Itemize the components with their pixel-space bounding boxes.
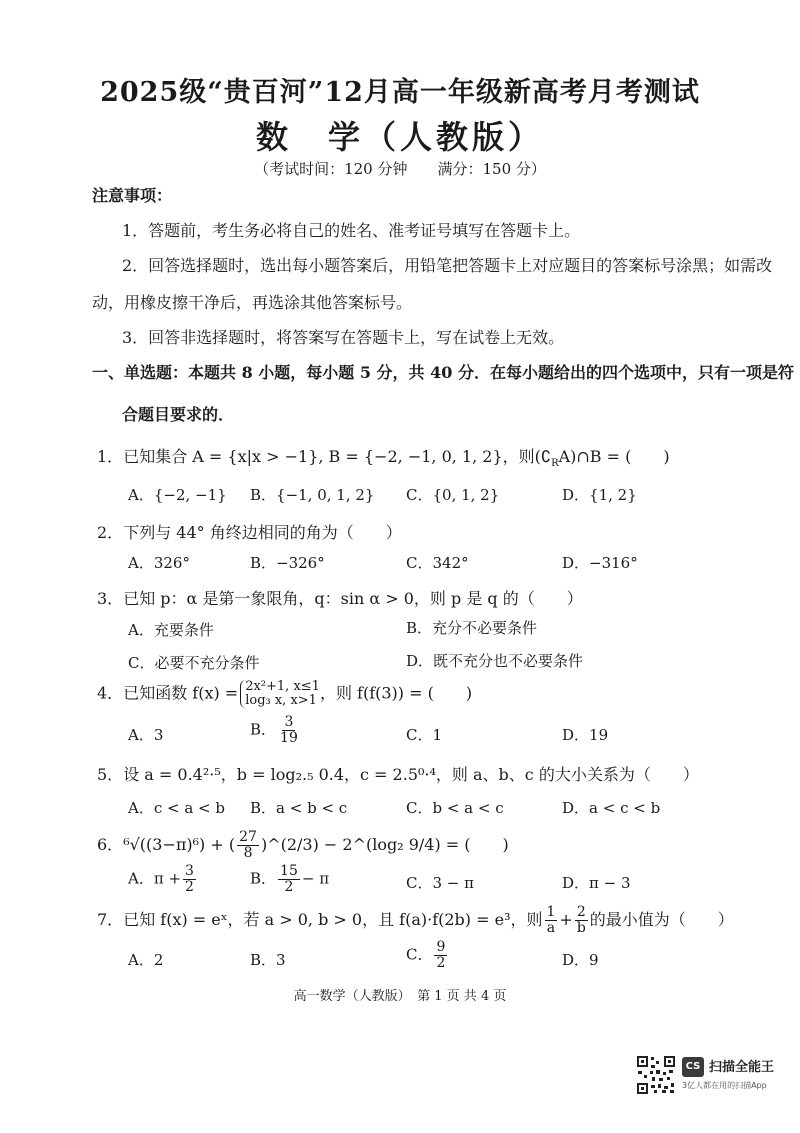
- scanner-logo-icon: CS: [682, 1057, 704, 1077]
- q7-option-a: A．2: [128, 951, 164, 969]
- denominator: 2: [284, 879, 294, 895]
- numerator: 2: [576, 904, 586, 920]
- option-label: B．: [250, 869, 277, 888]
- fraction-1-over-a: [545, 905, 558, 936]
- option-label: C．: [406, 945, 433, 964]
- question-stem: 已知函数 f(x) =: [123, 683, 239, 703]
- complement-subscript: R: [551, 458, 559, 470]
- fraction: [183, 864, 196, 895]
- exam-info: （考试时间：120 分钟 满分：150 分）: [254, 160, 546, 178]
- q6-option-b: [250, 864, 329, 895]
- question-6: [97, 830, 509, 861]
- section1-heading: 一、单选题：本题共 8 小题，每小题 5 分，共 40 分．在每小题给出的四个选项中，只有一项是符: [92, 363, 794, 382]
- numerator: 3: [284, 714, 294, 730]
- question-1: [97, 444, 670, 469]
- q7-option-b: B．3: [250, 951, 286, 969]
- q5-option-c: C．b < a < c: [406, 799, 504, 817]
- exam-title: 2025级“贵百河”12月高一年级新高考月考测试: [100, 77, 700, 108]
- q1-option-a: A．{−2, −1}: [128, 486, 227, 504]
- denominator: 2: [436, 955, 446, 971]
- fraction: [278, 864, 300, 895]
- fraction: [237, 830, 259, 861]
- question-stem-tail: ，则 f(f(3)) = ( ): [319, 683, 473, 703]
- notice-item-2-cont: 动，用橡皮擦干净后，再选涂其他答案标号。: [92, 293, 413, 312]
- question-number: 4．: [97, 683, 124, 703]
- q2-option-c: C．342°: [406, 554, 469, 572]
- q5-option-d: D．a < c < b: [562, 799, 661, 817]
- q6-option-a: [128, 864, 198, 895]
- question-number: 2．: [97, 523, 124, 542]
- question-number: 3．: [97, 589, 124, 608]
- question-stem: 设 a = 0.4²·⁵，b = log₂.₅ 0.4，c = 2.5⁰·⁴，则 a、b、c 的大小关系为（ ）: [123, 765, 699, 784]
- q1-option-b: B．{−1, 0, 1, 2}: [250, 486, 375, 504]
- piecewise-function: [240, 680, 320, 708]
- q6-option-d: D．π − 3: [562, 874, 631, 892]
- denominator: 8: [243, 845, 253, 861]
- q1-option-d: D．{1, 2}: [562, 486, 637, 504]
- qr-code-icon: [636, 1055, 676, 1095]
- q7-option-d: D．9: [562, 951, 599, 969]
- question-number: 5．: [97, 765, 124, 784]
- question-stem: 已知集合 A = {x|x > −1}, B = {−2, −1, 0, 1, 2}，则(∁: [123, 447, 552, 466]
- q5-option-a: A．c < a < b: [128, 799, 225, 817]
- fraction: [278, 715, 300, 746]
- q7-option-c: [406, 940, 449, 971]
- notice-item-3: 3．回答非选择题时，将答案写在答题卡上，写在试卷上无效。: [122, 328, 565, 347]
- page-footer: 高一数学（人教版） 第 1 页 共 4 页: [293, 989, 507, 1004]
- fraction: [434, 940, 447, 971]
- q4-option-d: D．19: [562, 726, 609, 744]
- q3-option-a: A．充要条件: [128, 621, 214, 639]
- q2-option-b: B．−326°: [250, 554, 325, 572]
- piecewise-case-2: log₃ x, x>1: [245, 693, 317, 708]
- question-number: 1．: [97, 447, 124, 466]
- question-stem-tail: A)∩B = ( ): [558, 447, 670, 466]
- q6-option-c: C．3 − π: [406, 874, 474, 892]
- question-5: [97, 762, 699, 785]
- denominator: b: [576, 920, 586, 936]
- question-stem-tail: )^(2/3) − 2^(log₂ 9/4) = ( ): [260, 835, 509, 854]
- scanner-name: 扫描全能王: [709, 1060, 775, 1075]
- question-7: [97, 905, 734, 936]
- q4-option-b: [250, 715, 302, 746]
- question-stem-tail: 的最小值为（ ）: [589, 910, 734, 929]
- question-stem: 已知 f(x) = eˣ，若 a > 0, b > 0，且 f(a)·f(2b) = e³，则: [123, 910, 543, 929]
- q5-option-b: B．a < b < c: [250, 799, 348, 817]
- question-3: [97, 586, 583, 609]
- q1-option-c: C．{0, 1, 2}: [406, 486, 500, 504]
- scanner-watermark: [682, 1055, 778, 1095]
- option-label: B．: [250, 720, 277, 739]
- option-tail: − π: [301, 869, 330, 888]
- question-stem: 已知 p：α 是第一象限角，q：sin α > 0，则 p 是 q 的（ ）: [123, 589, 583, 608]
- notice-item-2: 2．回答选择题时，选出每小题答案后，用铅笔把答题卡上对应题目的答案标号涂黑；如需改: [122, 256, 773, 275]
- plus-sign: +: [559, 910, 573, 929]
- numerator: 1: [546, 904, 556, 920]
- piecewise-case-1: 2x²+1, x≤1: [245, 679, 320, 694]
- question-number: 7．: [97, 910, 124, 929]
- numerator: 27: [239, 829, 257, 845]
- denominator: 19: [280, 730, 298, 746]
- question-stem: 下列与 44° 角终边相同的角为（ ）: [123, 523, 402, 542]
- notice-heading: 注意事项：: [92, 186, 173, 205]
- q3-option-b: B．充分不必要条件: [406, 619, 538, 637]
- q3-option-c: C．必要不充分条件: [128, 654, 260, 672]
- section1-heading-cont: 合题目要求的．: [122, 405, 235, 424]
- q4-option-c: C．1: [406, 726, 443, 744]
- question-number: 6．: [97, 835, 124, 854]
- numerator: 9: [436, 939, 446, 955]
- numerator: 3: [185, 863, 194, 879]
- q4-option-a: A．3: [128, 726, 164, 744]
- numerator: 15: [280, 863, 298, 879]
- question-4: [97, 680, 472, 708]
- question-2: [97, 520, 402, 543]
- q2-option-a: A．326°: [128, 554, 190, 572]
- denominator: 2: [185, 879, 194, 895]
- subject-title: 数 学（人教版）: [255, 118, 544, 156]
- scanner-tagline: 3亿人都在用的扫描App: [682, 1081, 767, 1090]
- fraction-2-over-b: [575, 905, 588, 936]
- notice-item-1: 1．答题前，考生务必将自己的姓名、准考证号填写在答题卡上。: [122, 221, 581, 240]
- question-stem: ⁶√((3−π)⁶) + (: [123, 835, 236, 854]
- option-label: A．π +: [128, 869, 182, 888]
- q2-option-d: D．−316°: [562, 554, 638, 572]
- denominator: a: [546, 920, 556, 936]
- q3-option-d: D．既不充分也不必要条件: [406, 652, 584, 670]
